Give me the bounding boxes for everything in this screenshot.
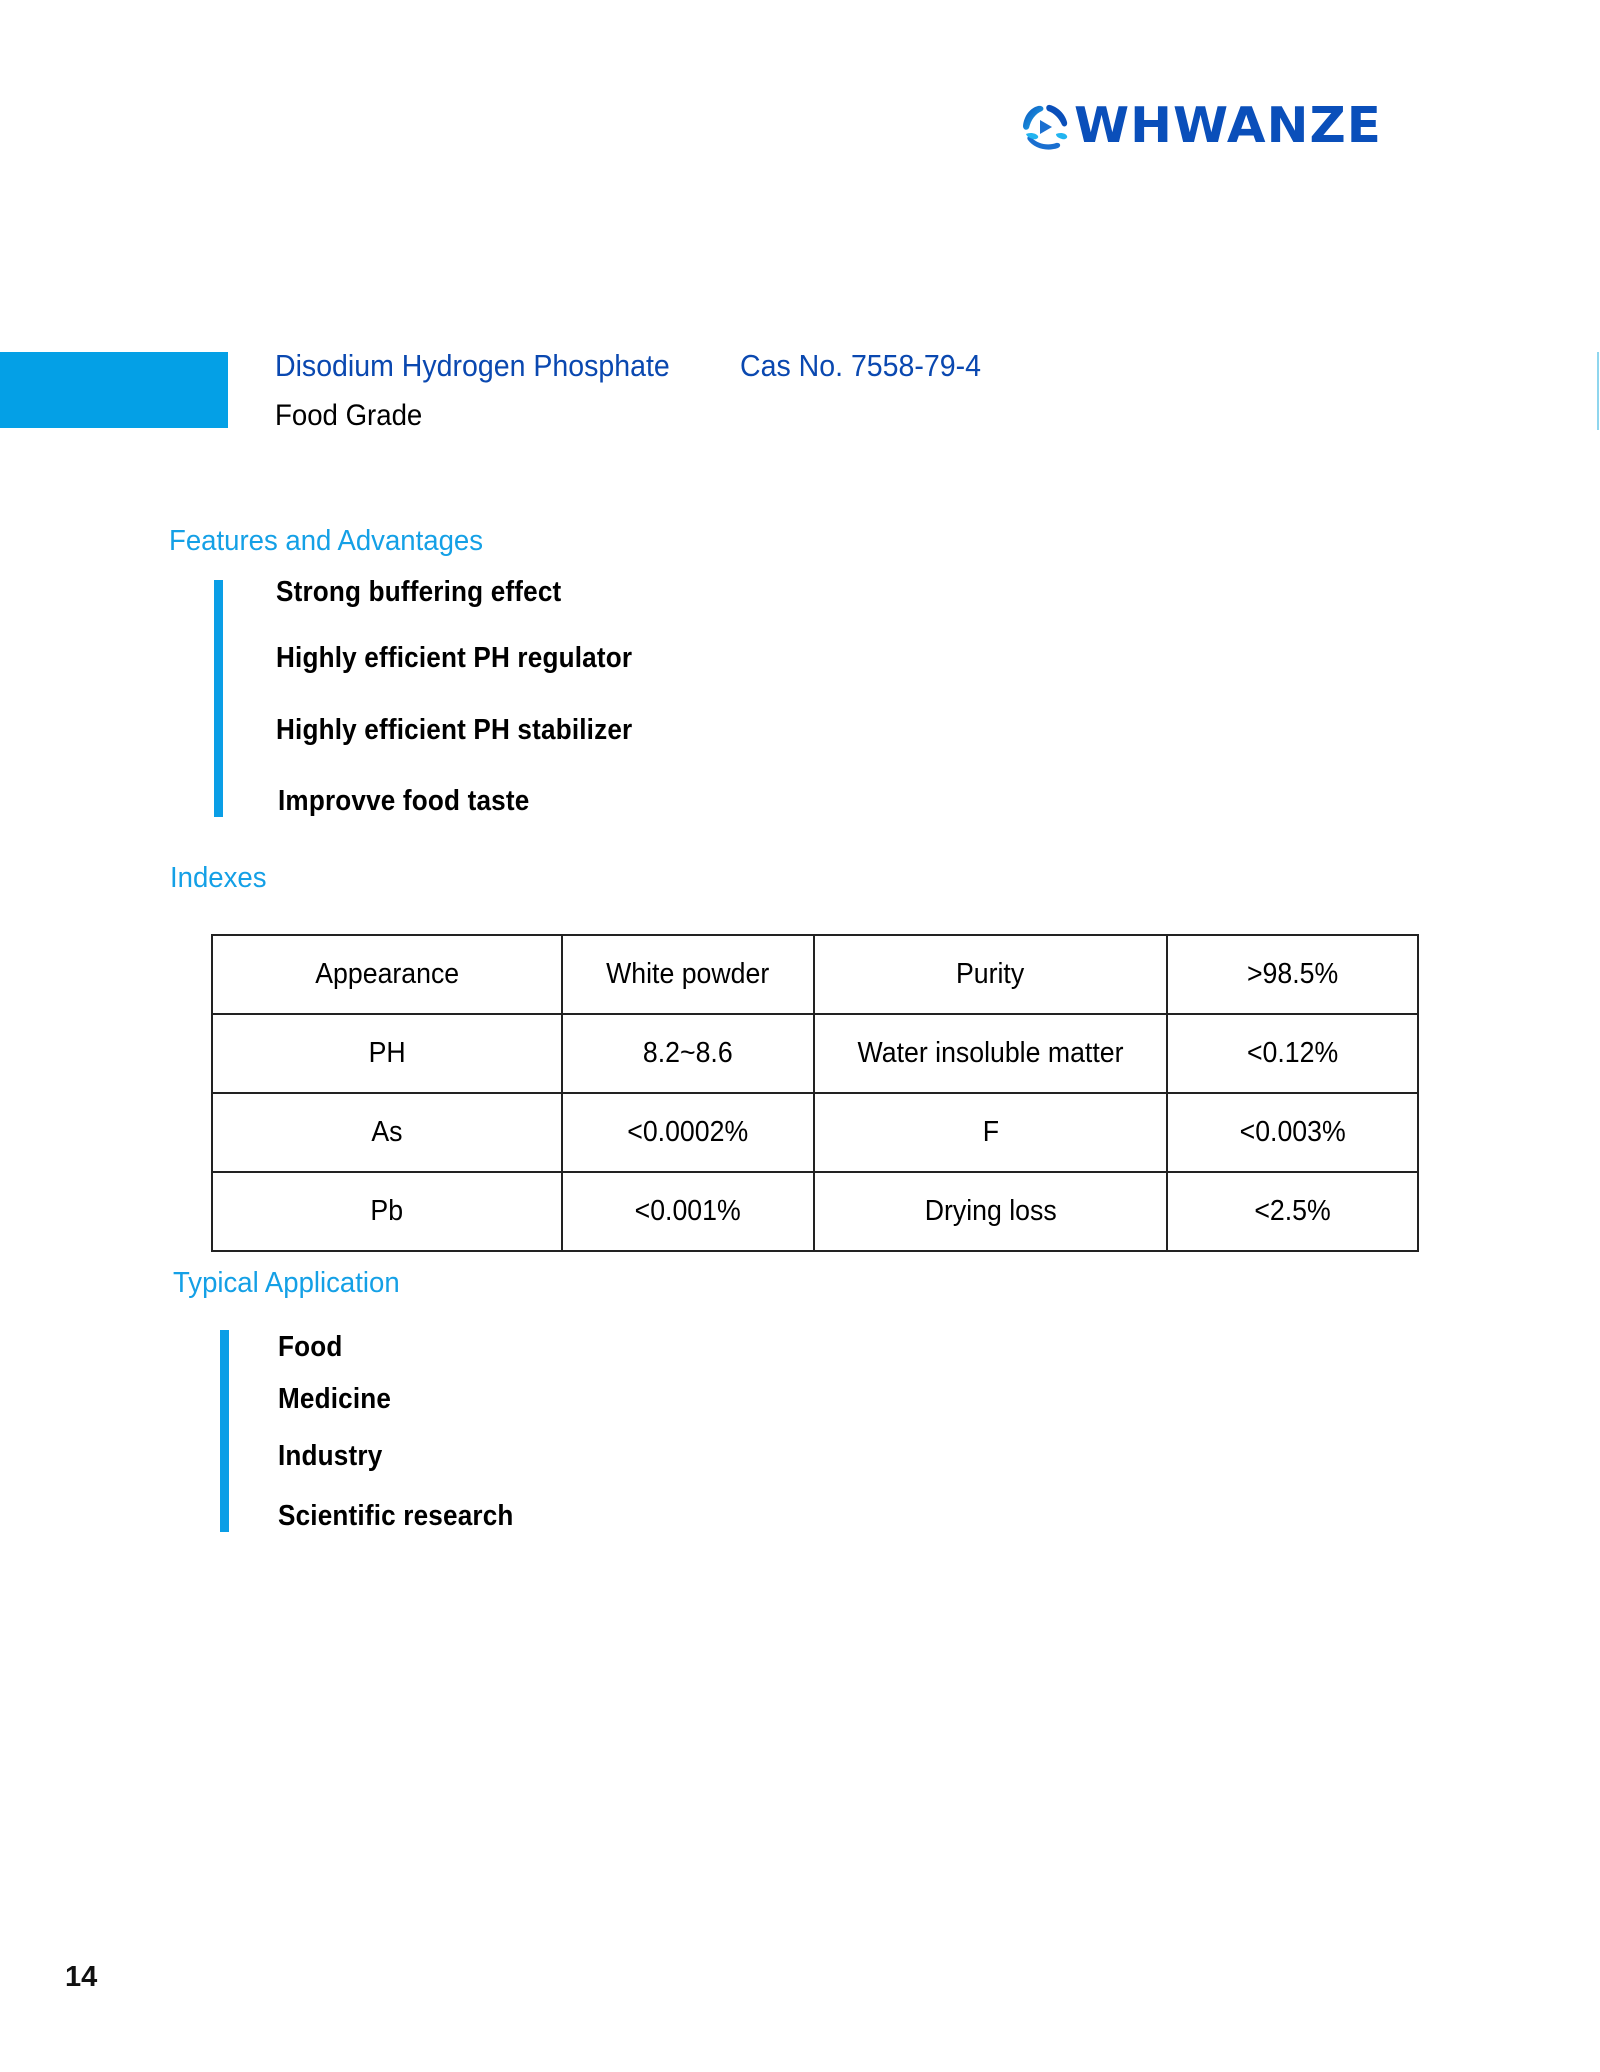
table-row xyxy=(212,1093,1418,1172)
feature-item: Highly efficient PH stabilizer xyxy=(276,714,633,746)
table-cell: PH xyxy=(212,1014,562,1093)
features-heading: Features and Advantages xyxy=(169,525,483,557)
logo-wordmark: WHWANZE xyxy=(1074,97,1382,154)
features-accent-bar xyxy=(214,580,223,817)
table-cell: <0.0002% xyxy=(562,1093,814,1172)
table-row xyxy=(212,1172,1418,1251)
application-item: Scientific research xyxy=(278,1500,514,1532)
table-cell: Drying loss xyxy=(814,1172,1167,1251)
table-cell: <0.003% xyxy=(1167,1093,1418,1172)
header-accent-bar xyxy=(0,352,228,428)
table-cell: White powder xyxy=(562,935,814,1014)
table-cell: Purity xyxy=(814,935,1167,1014)
table-cell: 8.2~8.6 xyxy=(562,1014,814,1093)
table-cell: Pb xyxy=(212,1172,562,1251)
table-cell: Appearance xyxy=(212,935,562,1014)
table-cell: <0.12% xyxy=(1167,1014,1418,1093)
table-cell: <2.5% xyxy=(1167,1172,1418,1251)
application-item: Food xyxy=(278,1331,343,1363)
brand-logo xyxy=(1018,98,1423,154)
indexes-table xyxy=(211,934,1419,1252)
page-edge-line xyxy=(1597,352,1599,430)
feature-item: Improvve food taste xyxy=(278,785,530,817)
table-cell: >98.5% xyxy=(1167,935,1418,1014)
table-row xyxy=(212,935,1418,1014)
product-grade: Food Grade xyxy=(275,399,423,432)
table-cell: Water insoluble matter xyxy=(814,1014,1167,1093)
table-cell: As xyxy=(212,1093,562,1172)
application-item: Medicine xyxy=(278,1383,392,1415)
feature-item: Strong buffering effect xyxy=(276,576,562,608)
indexes-heading: Indexes xyxy=(170,862,267,894)
page-number: 14 xyxy=(65,1961,98,1993)
application-item: Industry xyxy=(278,1440,383,1472)
applications-accent-bar xyxy=(220,1330,229,1532)
applications-heading: Typical Application xyxy=(173,1267,400,1299)
feature-item: Highly efficient PH regulator xyxy=(276,642,633,674)
logo-emblem-icon xyxy=(1018,100,1072,154)
cas-number: Cas No. 7558-79-4 xyxy=(740,348,981,383)
table-row xyxy=(212,1014,1418,1093)
table-cell: <0.001% xyxy=(562,1172,814,1251)
product-name: Disodium Hydrogen Phosphate xyxy=(275,348,670,383)
table-cell: F xyxy=(814,1093,1167,1172)
